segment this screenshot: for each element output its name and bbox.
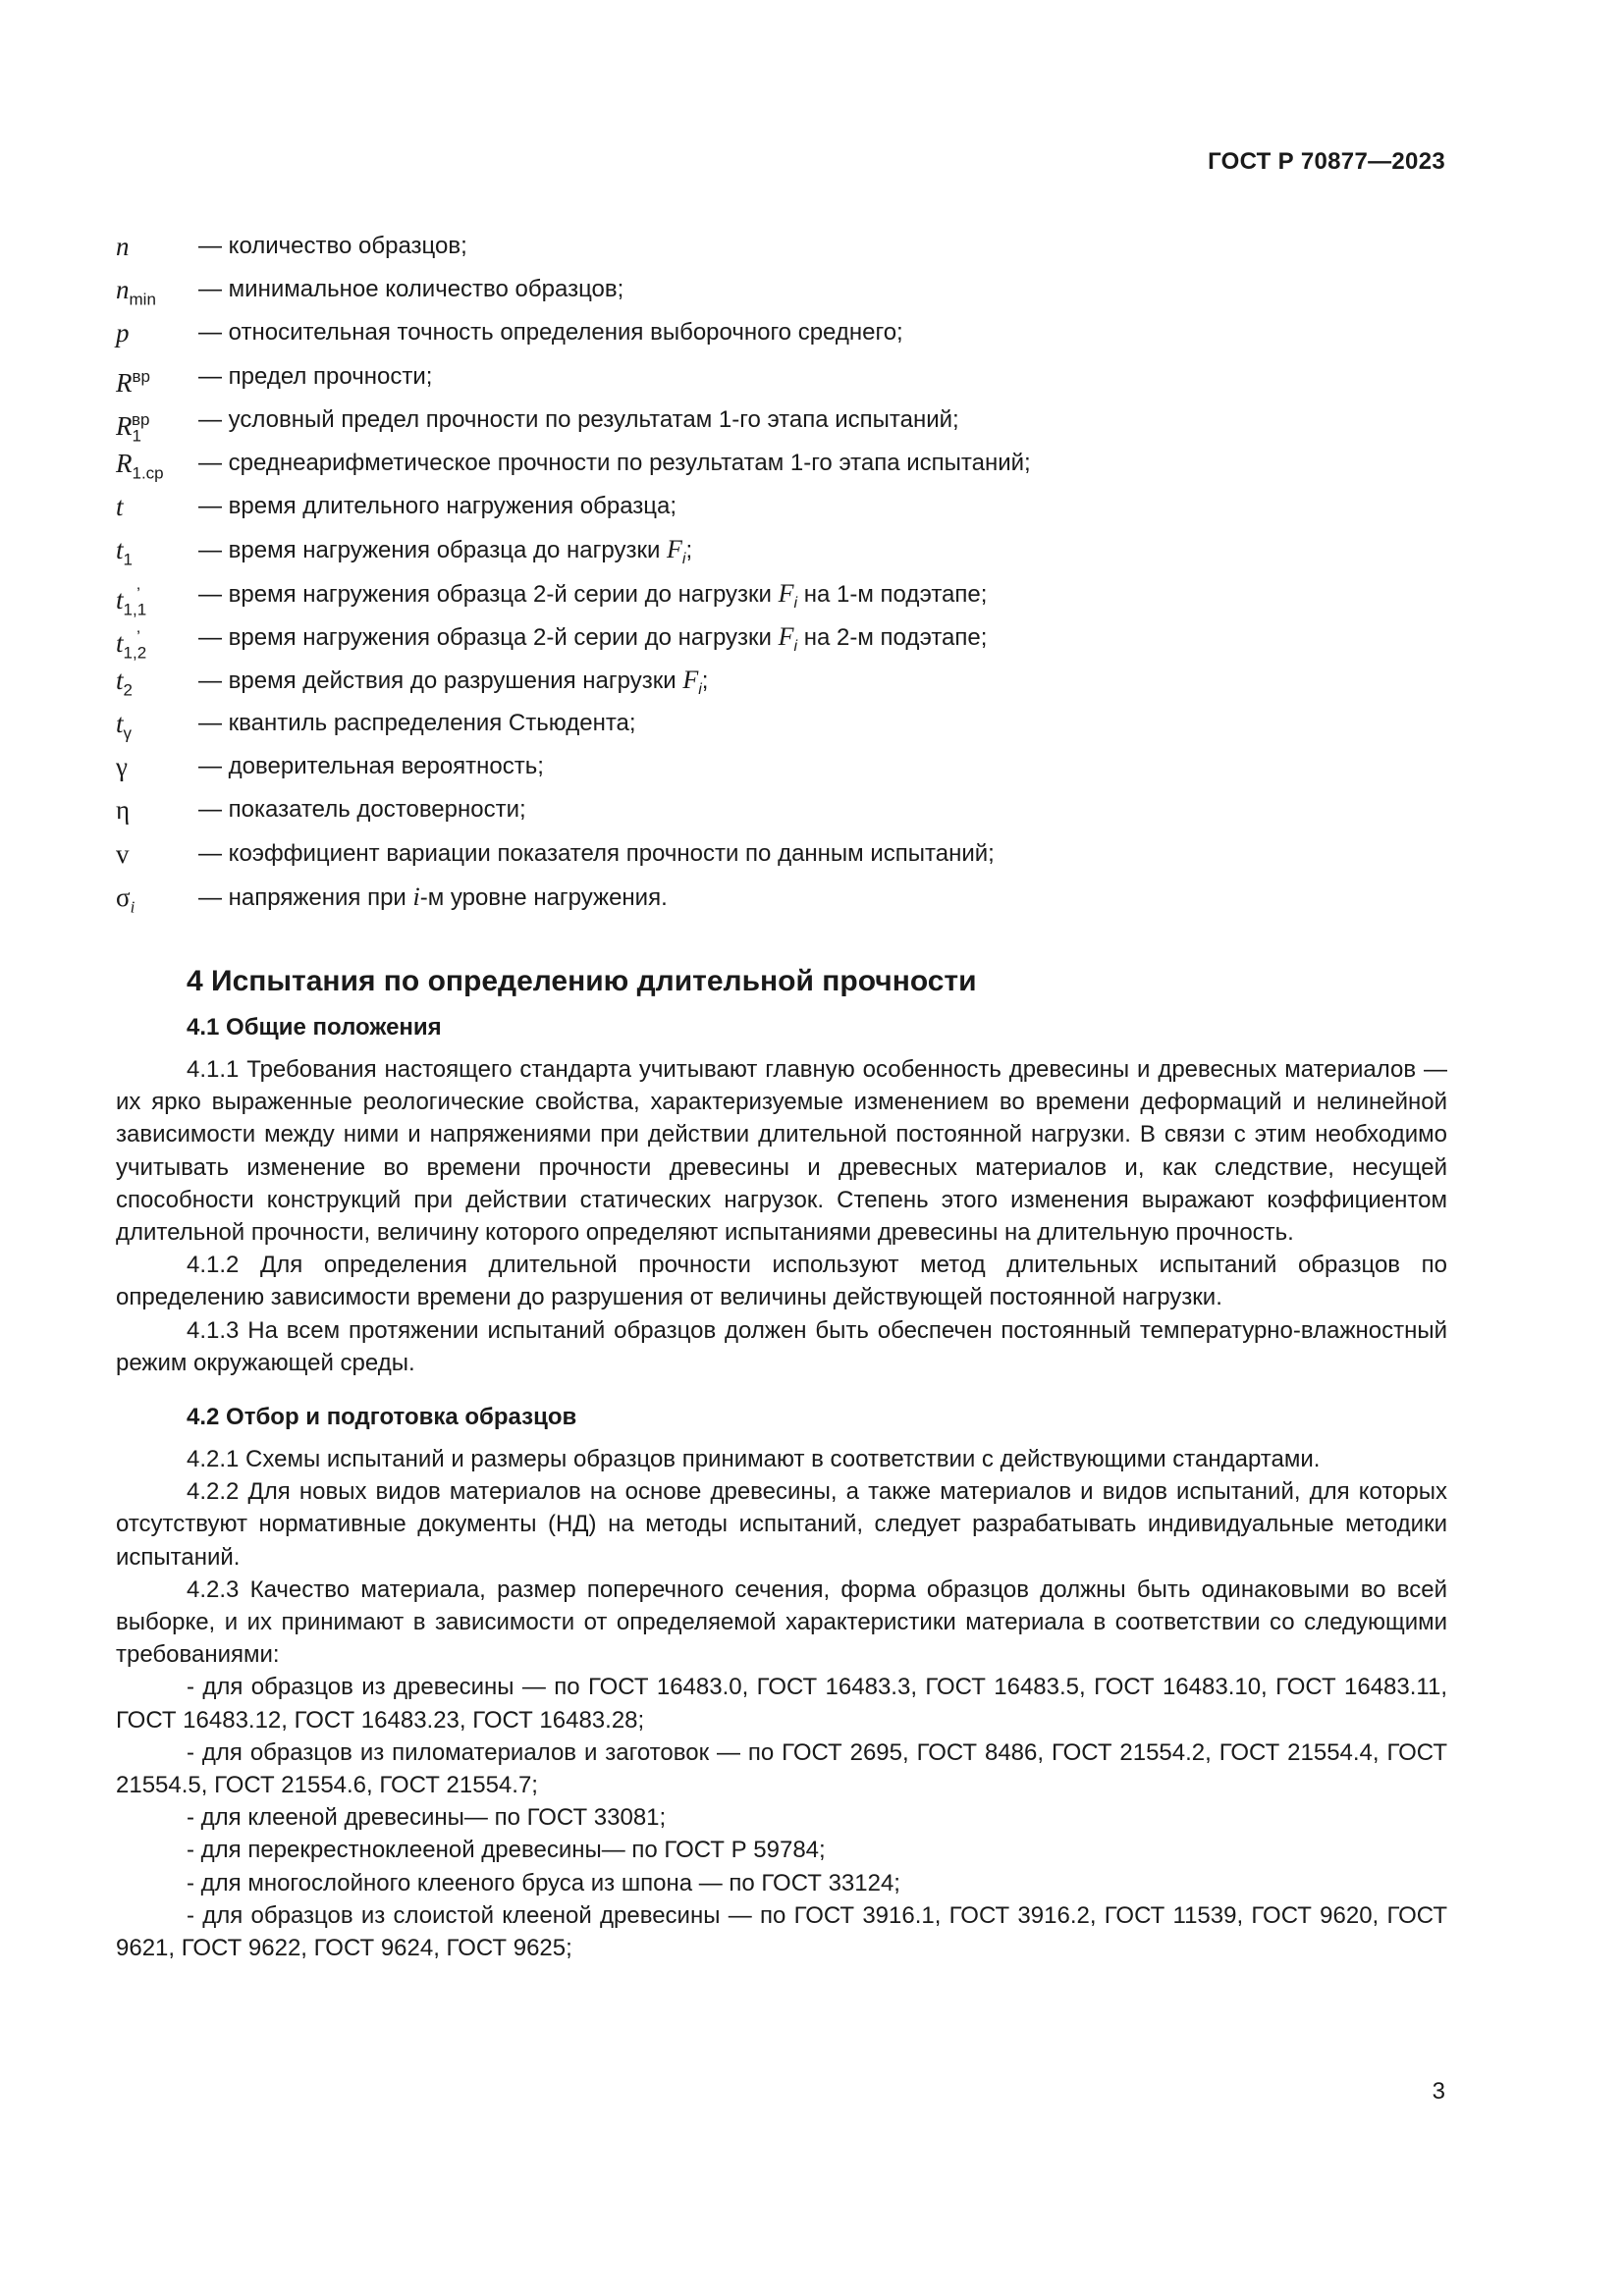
symbol bbox=[116, 579, 198, 624]
paragraph-4-1-3: 4.1.3 На всем протяжении испытаний образцов должен быть обеспечен постоянный температурно-влажностный режим окружающей среды. bbox=[116, 1316, 1447, 1376]
symbol-description bbox=[198, 535, 692, 574]
symbol-description: — показатель достоверности; bbox=[198, 796, 526, 824]
subsection-4-1-title: 4.1 Общие положения bbox=[187, 1014, 442, 1041]
symbol-base: t bbox=[116, 535, 124, 565]
description-text: — время нагружения образца до нагрузки bbox=[198, 537, 668, 564]
variable-subscript: i bbox=[698, 680, 702, 698]
symbol-base: σ bbox=[116, 881, 131, 912]
symbol-base: η bbox=[116, 795, 131, 826]
symbol-row bbox=[116, 709, 1451, 752]
list-item: - для многослойного клееного бруса из шпона — по ГОСТ 33124; bbox=[187, 1869, 900, 1896]
symbol-base: p bbox=[116, 318, 130, 348]
variable: F bbox=[778, 578, 794, 608]
symbol-subscript: 1.ср bbox=[132, 463, 164, 483]
symbol-description bbox=[198, 666, 708, 705]
symbol bbox=[116, 318, 198, 347]
symbol bbox=[116, 449, 198, 488]
symbol-description: — относительная точность определения выборочного среднего; bbox=[198, 319, 903, 347]
symbol-row bbox=[116, 449, 1451, 492]
symbol-base: n bbox=[116, 232, 130, 261]
symbol bbox=[116, 535, 198, 574]
list-item: - для клееной древесины— по ГОСТ 33081; bbox=[187, 1804, 667, 1832]
symbol-row bbox=[116, 752, 1451, 795]
main-content bbox=[116, 962, 1447, 1964]
symbol-description: — коэффициент вариации показателя прочности по данным испытаний; bbox=[198, 839, 995, 867]
description-text: ; bbox=[701, 667, 709, 694]
symbol-base: v bbox=[116, 838, 130, 869]
symbol-base: t bbox=[116, 709, 124, 739]
symbol-subscript: min bbox=[129, 290, 156, 309]
symbol bbox=[116, 275, 198, 314]
symbol bbox=[116, 709, 198, 748]
symbol-row bbox=[116, 666, 1451, 709]
symbol-row bbox=[116, 579, 1451, 622]
symbol bbox=[116, 405, 198, 451]
symbol-superscript: ’ bbox=[136, 626, 140, 646]
symbol-description: — количество образцов; bbox=[198, 233, 467, 259]
symbol-description bbox=[198, 882, 668, 913]
description-text: на 1-м подэтапе; bbox=[797, 580, 988, 608]
variable: F bbox=[667, 535, 682, 564]
symbol-base: t bbox=[116, 492, 124, 522]
symbol-description: — предел прочности; bbox=[198, 362, 433, 390]
symbol-row bbox=[116, 492, 1451, 535]
symbol-description: — условный предел прочности по результатам 1-го этапа испытаний; bbox=[198, 405, 959, 433]
symbol-row bbox=[116, 839, 1451, 882]
symbol-description bbox=[198, 579, 987, 618]
description-text: — время действия до разрушения нагрузки bbox=[198, 667, 683, 694]
symbol-row bbox=[116, 535, 1451, 578]
symbol-description: — доверительная вероятность; bbox=[198, 753, 544, 780]
symbol bbox=[116, 839, 198, 869]
symbol-base: R bbox=[116, 367, 133, 398]
symbol-description bbox=[198, 622, 987, 662]
symbol-subscript: i bbox=[130, 897, 135, 917]
description-text: — время нагружения образца 2-й серии до нагрузки bbox=[198, 623, 779, 651]
symbol-description: — квантиль распределения Стьюдента; bbox=[198, 710, 636, 737]
paragraph-4-2-2: 4.2.2 Для новых видов материалов на основе древесины, а также материалов и видов испытаний, для которых отсутствуют нормативные документы (НД) на методы испытаний, следует разрабатывать индивидуальные методики испытаний. bbox=[116, 1478, 1447, 1571]
symbol-row bbox=[116, 362, 1451, 405]
symbol bbox=[116, 232, 198, 261]
description-text: ; bbox=[685, 537, 693, 564]
symbol-base: n bbox=[116, 275, 130, 305]
symbol-subscript: γ bbox=[123, 723, 133, 743]
list-item: - для перекрестноклееной древесины— по ГОСТ Р 59784; bbox=[187, 1837, 826, 1864]
symbol-subscript: 1,1 bbox=[123, 599, 147, 618]
symbol-row bbox=[116, 405, 1451, 449]
symbol-base: R bbox=[116, 410, 133, 441]
list-item: - для образцов из слоистой клееной древесины — по ГОСТ 3916.1, ГОСТ 3916.2, ГОСТ 11539, ГОСТ 9620, ГОСТ 9621, ГОСТ 9622, ГОСТ 9624, ГОСТ 9625; bbox=[116, 1901, 1447, 1962]
page-number: 3 bbox=[1432, 2078, 1445, 2105]
symbol-superscript: вр bbox=[131, 409, 150, 429]
symbol-row bbox=[116, 275, 1451, 318]
subsection-4-2-title: 4.2 Отбор и подготовка образцов bbox=[187, 1404, 577, 1431]
variable: i bbox=[412, 881, 420, 911]
symbol-base: t bbox=[116, 665, 124, 695]
symbol-base: γ bbox=[116, 752, 128, 782]
variable-subscript: i bbox=[793, 594, 798, 612]
paragraph-4-1-1: 4.1.1 Требования настоящего стандарта учитывают главную особенность древесины и древесных материалов — их ярко выраженные реологические свойства, характеризуемые изменением во времени деформаций и нелинейной зависимости между ними и напряжениями при действии длительной постоянной нагрузки. В связи с этим необходимо учитывать изменение во времени прочности древесины и древесных материалов и, как следствие, несущей способности конструкций при действии статических нагрузок. Степень этого изменения выражают коэффициентом длительной прочности, величину которого определяют испытаниями древесины на длительную прочность. bbox=[116, 1056, 1447, 1247]
symbol bbox=[116, 882, 198, 922]
description-text: -м уровне нагружения. bbox=[419, 883, 668, 911]
variable: F bbox=[778, 621, 794, 651]
list-item: - для образцов из пиломатериалов и заготовок — по ГОСТ 2695, ГОСТ 8486, ГОСТ 21554.2, ГОСТ 21554.4, ГОСТ 21554.5, ГОСТ 21554.6, ГОСТ 21554.7; bbox=[116, 1738, 1447, 1799]
symbol-subscript: 1 bbox=[132, 426, 141, 446]
symbol-row bbox=[116, 795, 1451, 838]
symbol bbox=[116, 752, 198, 781]
symbol bbox=[116, 666, 198, 705]
symbol bbox=[116, 795, 198, 825]
symbol-superscript: ’ bbox=[136, 583, 140, 603]
symbol-description: — минимальное количество образцов; bbox=[198, 276, 624, 303]
symbol bbox=[116, 492, 198, 521]
symbol-description: — время длительного нагружения образца; bbox=[198, 493, 677, 520]
symbol-row bbox=[116, 882, 1451, 926]
list-item: - для образцов из древесины — по ГОСТ 16483.0, ГОСТ 16483.3, ГОСТ 16483.5, ГОСТ 16483.10, ГОСТ 16483.11, ГОСТ 16483.12, ГОСТ 16483.23, ГОСТ 16483.28; bbox=[116, 1674, 1447, 1734]
symbol-base: t bbox=[116, 584, 124, 614]
variable-subscript: i bbox=[793, 637, 798, 655]
symbol-row bbox=[116, 232, 1451, 275]
symbol-row bbox=[116, 318, 1451, 361]
description-text: — напряжения при bbox=[198, 883, 413, 911]
section-4-title: 4 Испытания по определению длительной прочности bbox=[187, 965, 977, 997]
symbol bbox=[116, 622, 198, 667]
symbols-list bbox=[116, 232, 1451, 926]
description-text: на 2-м подэтапе; bbox=[797, 623, 988, 651]
symbol-description: — среднеарифметическое прочности по результатам 1-го этапа испытаний; bbox=[198, 449, 1031, 476]
symbol bbox=[116, 362, 198, 398]
variable: F bbox=[682, 665, 699, 694]
symbol-subscript: 2 bbox=[123, 680, 133, 700]
symbol-base: t bbox=[116, 627, 124, 658]
symbol-base: R bbox=[116, 448, 133, 478]
description-text: — время нагружения образца 2-й серии до нагрузки bbox=[198, 580, 779, 608]
symbol-row bbox=[116, 622, 1451, 666]
paragraph-4-1-2: 4.1.2 Для определения длительной прочности используют метод длительных испытаний образцов по определению зависимости времени до разрушения от величины действующей постоянной нагрузки. bbox=[116, 1252, 1447, 1311]
symbol-subscript: 1,2 bbox=[123, 643, 147, 663]
symbol-superscript: вр bbox=[132, 366, 150, 386]
paragraph-4-2-1: 4.2.1 Схемы испытаний и размеры образцов принимают в соответствии с действующими стандартами. bbox=[187, 1446, 1321, 1473]
paragraph-4-2-3: 4.2.3 Качество материала, размер поперечного сечения, форма образцов должны быть одинаковыми во всей выборке, и их принимают в зависимости от определяемой характеристики материала в соответствии со следующими требованиями: bbox=[116, 1575, 1447, 1669]
symbol-subscript: 1 bbox=[123, 550, 133, 569]
variable-subscript: i bbox=[681, 551, 686, 568]
document-id-header: ГОСТ Р 70877—2023 bbox=[1208, 148, 1445, 175]
